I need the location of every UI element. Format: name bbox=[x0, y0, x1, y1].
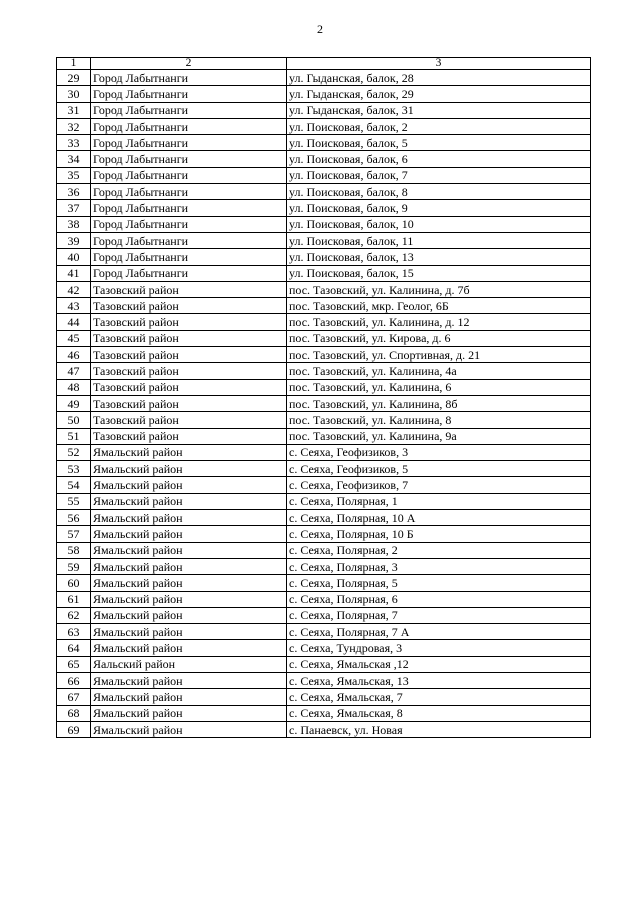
row-number: 45 bbox=[57, 330, 91, 346]
row-address: с. Сеяха, Геофизиков, 5 bbox=[287, 461, 591, 477]
row-number: 35 bbox=[57, 167, 91, 183]
table-row bbox=[57, 167, 591, 183]
row-number: 64 bbox=[57, 640, 91, 656]
table-row bbox=[57, 102, 591, 118]
table-row bbox=[57, 526, 591, 542]
row-district: Город Лабытнанги bbox=[91, 86, 287, 102]
row-district: Город Лабытнанги bbox=[91, 102, 287, 118]
table-row bbox=[57, 444, 591, 460]
row-address: ул. Поисковая, балок, 5 bbox=[287, 135, 591, 151]
row-district: Ямальский район bbox=[91, 493, 287, 509]
table-row bbox=[57, 558, 591, 574]
row-district: Город Лабытнанги bbox=[91, 118, 287, 134]
table-row bbox=[57, 249, 591, 265]
row-address: с. Сеяха, Полярная, 6 bbox=[287, 591, 591, 607]
row-district: Ямальский район bbox=[91, 640, 287, 656]
row-district: Ямальский район bbox=[91, 558, 287, 574]
row-number: 69 bbox=[57, 721, 91, 737]
row-number: 34 bbox=[57, 151, 91, 167]
row-number: 49 bbox=[57, 395, 91, 411]
row-district: Город Лабытнанги bbox=[91, 135, 287, 151]
table-row bbox=[57, 428, 591, 444]
table-row bbox=[57, 200, 591, 216]
row-address: ул. Поисковая, балок, 2 bbox=[287, 118, 591, 134]
table-row bbox=[57, 689, 591, 705]
row-address: пос. Тазовский, ул. Калинина, 8 bbox=[287, 412, 591, 428]
row-address: ул. Поисковая, балок, 6 bbox=[287, 151, 591, 167]
row-address: с. Сеяха, Полярная, 1 bbox=[287, 493, 591, 509]
row-number: 36 bbox=[57, 184, 91, 200]
column-header-district: 2 bbox=[91, 58, 287, 70]
table-header bbox=[57, 58, 591, 70]
row-district: Тазовский район bbox=[91, 379, 287, 395]
table-row bbox=[57, 265, 591, 281]
row-district: Тазовский район bbox=[91, 428, 287, 444]
row-number: 58 bbox=[57, 542, 91, 558]
row-number: 66 bbox=[57, 672, 91, 688]
table-row bbox=[57, 542, 591, 558]
table-row bbox=[57, 607, 591, 623]
row-district: Тазовский район bbox=[91, 314, 287, 330]
table-row bbox=[57, 347, 591, 363]
table-row bbox=[57, 510, 591, 526]
row-address: пос. Тазовский, ул. Калинина, 6 bbox=[287, 379, 591, 395]
row-number: 54 bbox=[57, 477, 91, 493]
row-number: 48 bbox=[57, 379, 91, 395]
row-number: 59 bbox=[57, 558, 91, 574]
row-district: Тазовский район bbox=[91, 347, 287, 363]
table-row bbox=[57, 575, 591, 591]
row-number: 42 bbox=[57, 281, 91, 297]
row-district: Ямальский район bbox=[91, 591, 287, 607]
row-district: Ямальский район bbox=[91, 575, 287, 591]
row-district: Ямальский район bbox=[91, 542, 287, 558]
table-row bbox=[57, 705, 591, 721]
table-row bbox=[57, 216, 591, 232]
row-district: Город Лабытнанги bbox=[91, 216, 287, 232]
row-district: Тазовский район bbox=[91, 330, 287, 346]
row-district: Ямальский район bbox=[91, 624, 287, 640]
table-row bbox=[57, 412, 591, 428]
row-number: 55 bbox=[57, 493, 91, 509]
table-row bbox=[57, 86, 591, 102]
page-number: 2 bbox=[317, 22, 323, 36]
row-address: с. Сеяха, Полярная, 2 bbox=[287, 542, 591, 558]
table-body bbox=[57, 70, 591, 738]
row-district: Тазовский район bbox=[91, 412, 287, 428]
row-number: 53 bbox=[57, 461, 91, 477]
row-district: Ямальский район bbox=[91, 477, 287, 493]
row-number: 60 bbox=[57, 575, 91, 591]
table-row bbox=[57, 624, 591, 640]
row-district: Ямальский район bbox=[91, 510, 287, 526]
row-address: ул. Гыданская, балок, 29 bbox=[287, 86, 591, 102]
table-row bbox=[57, 672, 591, 688]
table-row bbox=[57, 493, 591, 509]
row-address: с. Сеяха, Полярная, 5 bbox=[287, 575, 591, 591]
row-number: 44 bbox=[57, 314, 91, 330]
row-address: с. Сеяха, Ямальская ,12 bbox=[287, 656, 591, 672]
row-district: Тазовский район bbox=[91, 395, 287, 411]
table-row bbox=[57, 151, 591, 167]
row-district: Город Лабытнанги bbox=[91, 167, 287, 183]
table-row bbox=[57, 184, 591, 200]
table-row bbox=[57, 281, 591, 297]
row-address: с. Сеяха, Геофизиков, 3 bbox=[287, 444, 591, 460]
row-address: пос. Тазовский, ул. Калинина, д. 7б bbox=[287, 281, 591, 297]
table-row bbox=[57, 298, 591, 314]
row-district: Ямальский район bbox=[91, 607, 287, 623]
row-address: ул. Поисковая, балок, 10 bbox=[287, 216, 591, 232]
row-address: с. Сеяха, Полярная, 7 А bbox=[287, 624, 591, 640]
row-district: Ямальский район bbox=[91, 526, 287, 542]
row-number: 52 bbox=[57, 444, 91, 460]
row-number: 40 bbox=[57, 249, 91, 265]
table-row bbox=[57, 135, 591, 151]
row-address: с. Сеяха, Полярная, 10 Б bbox=[287, 526, 591, 542]
row-address: с. Панаевск, ул. Новая bbox=[287, 721, 591, 737]
row-address: ул. Гыданская, балок, 28 bbox=[287, 70, 591, 86]
header-row bbox=[57, 58, 591, 70]
row-address: пос. Тазовский, мкр. Геолог, 6Б bbox=[287, 298, 591, 314]
row-address: пос. Тазовский, ул. Калинина, д. 12 bbox=[287, 314, 591, 330]
row-address: с. Сеяха, Ямальская, 13 bbox=[287, 672, 591, 688]
table-row bbox=[57, 232, 591, 248]
row-district: Тазовский район bbox=[91, 363, 287, 379]
row-number: 31 bbox=[57, 102, 91, 118]
row-district: Ямальский район bbox=[91, 705, 287, 721]
row-number: 37 bbox=[57, 200, 91, 216]
row-number: 47 bbox=[57, 363, 91, 379]
row-number: 67 bbox=[57, 689, 91, 705]
table-row bbox=[57, 721, 591, 737]
row-district: Город Лабытнанги bbox=[91, 70, 287, 86]
row-address: ул. Поисковая, балок, 15 bbox=[287, 265, 591, 281]
row-address: пос. Тазовский, ул. Кирова, д. 6 bbox=[287, 330, 591, 346]
table-row bbox=[57, 640, 591, 656]
table-row bbox=[57, 314, 591, 330]
row-number: 57 bbox=[57, 526, 91, 542]
row-address: ул. Поисковая, балок, 11 bbox=[287, 232, 591, 248]
row-address: с. Сеяха, Ямальская, 7 bbox=[287, 689, 591, 705]
row-address: ул. Поисковая, балок, 9 bbox=[287, 200, 591, 216]
column-header-address: 3 bbox=[287, 58, 591, 70]
row-address: с. Сеяха, Полярная, 7 bbox=[287, 607, 591, 623]
table-row bbox=[57, 363, 591, 379]
row-address: пос. Тазовский, ул. Калинина, 4а bbox=[287, 363, 591, 379]
row-district: Ямальский район bbox=[91, 461, 287, 477]
row-number: 56 bbox=[57, 510, 91, 526]
row-address: пос. Тазовский, ул. Спортивная, д. 21 bbox=[287, 347, 591, 363]
row-district: Тазовский район bbox=[91, 298, 287, 314]
row-district: Город Лабытнанги bbox=[91, 200, 287, 216]
row-address: ул. Поисковая, балок, 13 bbox=[287, 249, 591, 265]
row-number: 41 bbox=[57, 265, 91, 281]
table-row bbox=[57, 379, 591, 395]
row-district: Тазовский район bbox=[91, 281, 287, 297]
row-number: 33 bbox=[57, 135, 91, 151]
row-address: пос. Тазовский, ул. Калинина, 9а bbox=[287, 428, 591, 444]
row-district: Город Лабытнанги bbox=[91, 151, 287, 167]
table-row bbox=[57, 70, 591, 86]
column-header-number: 1 bbox=[57, 58, 91, 70]
row-number: 65 bbox=[57, 656, 91, 672]
row-number: 46 bbox=[57, 347, 91, 363]
row-number: 50 bbox=[57, 412, 91, 428]
row-number: 39 bbox=[57, 232, 91, 248]
row-address: с. Сеяха, Полярная, 3 bbox=[287, 558, 591, 574]
table-row bbox=[57, 477, 591, 493]
row-district: Город Лабытнанги bbox=[91, 184, 287, 200]
row-address: ул. Поисковая, балок, 8 bbox=[287, 184, 591, 200]
row-address: с. Сеяха, Полярная, 10 А bbox=[287, 510, 591, 526]
row-number: 63 bbox=[57, 624, 91, 640]
row-district: Ямальский район bbox=[91, 672, 287, 688]
row-number: 62 bbox=[57, 607, 91, 623]
row-number: 32 bbox=[57, 118, 91, 134]
row-number: 51 bbox=[57, 428, 91, 444]
table-row bbox=[57, 656, 591, 672]
table-row bbox=[57, 591, 591, 607]
row-district: Город Лабытнанги bbox=[91, 232, 287, 248]
row-district: Город Лабытнанги bbox=[91, 265, 287, 281]
table-row bbox=[57, 395, 591, 411]
row-district: Яальский район bbox=[91, 656, 287, 672]
row-number: 29 bbox=[57, 70, 91, 86]
row-number: 30 bbox=[57, 86, 91, 102]
row-address: с. Сеяха, Ямальская, 8 bbox=[287, 705, 591, 721]
table-row bbox=[57, 118, 591, 134]
row-district: Город Лабытнанги bbox=[91, 249, 287, 265]
row-address: пос. Тазовский, ул. Калинина, 8б bbox=[287, 395, 591, 411]
row-address: с. Сеяха, Тундровая, 3 bbox=[287, 640, 591, 656]
row-address: ул. Гыданская, балок, 31 bbox=[287, 102, 591, 118]
row-number: 43 bbox=[57, 298, 91, 314]
row-address: с. Сеяха, Геофизиков, 7 bbox=[287, 477, 591, 493]
row-district: Ямальский район bbox=[91, 444, 287, 460]
table-row bbox=[57, 461, 591, 477]
table-row bbox=[57, 330, 591, 346]
address-table bbox=[56, 57, 591, 738]
row-district: Ямальский район bbox=[91, 689, 287, 705]
row-address: ул. Поисковая, балок, 7 bbox=[287, 167, 591, 183]
row-number: 38 bbox=[57, 216, 91, 232]
row-number: 61 bbox=[57, 591, 91, 607]
row-district: Ямальский район bbox=[91, 721, 287, 737]
row-number: 68 bbox=[57, 705, 91, 721]
